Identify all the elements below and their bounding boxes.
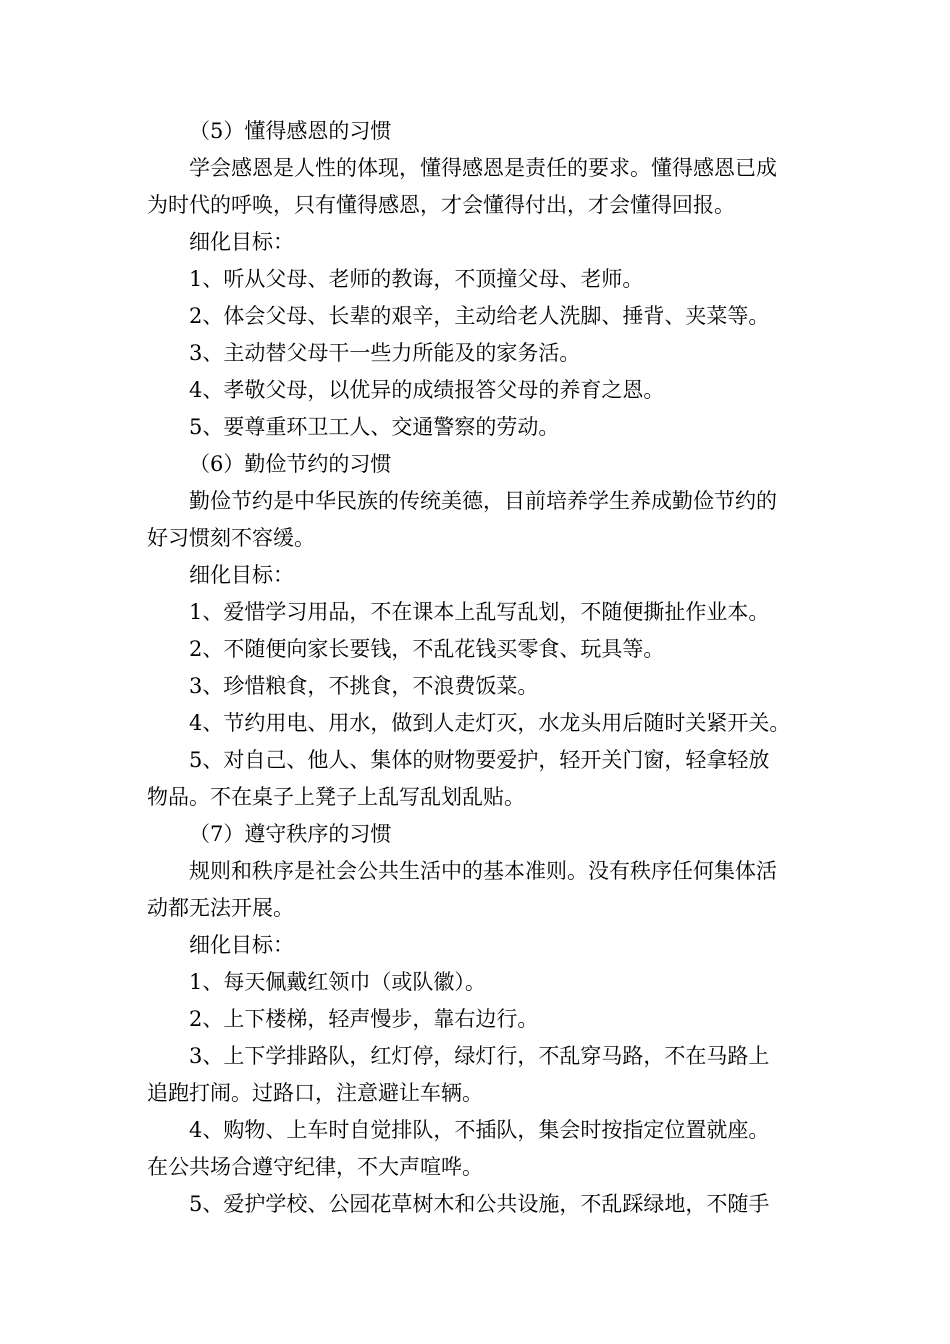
paragraph-line: 好习惯刻不容缓。	[147, 526, 315, 550]
goal-item: 4、节约用电、用水，做到人走灯灭，水龙头用后随时关紧开关。	[189, 711, 791, 735]
goal-item: 1、听从父母、老师的教诲，不顶撞父母、老师。	[189, 267, 644, 291]
goal-item: 1、每天佩戴红领巾（或队徽）。	[189, 970, 486, 994]
goal-item: 3、上下学排路队，红灯停，绿灯行，不乱穿马路，不在马路上	[189, 1044, 770, 1068]
goal-item: 2、体会父母、长辈的艰辛，主动给老人洗脚、捶背、夹菜等。	[189, 304, 770, 328]
goal-item: 3、主动替父母干一些力所能及的家务活。	[189, 341, 581, 365]
goal-item: 5、要尊重环卫工人、交通警察的劳动。	[189, 415, 560, 439]
goal-item: 5、爱护学校、公园花草树木和公共设施，不乱踩绿地，不随手	[189, 1192, 770, 1216]
goal-item: 4、购物、上车时自觉排队，不插队，集会时按指定位置就座。	[189, 1118, 770, 1142]
paragraph-line: 勤俭节约是中华民族的传统美德，目前培养学生养成勤俭节约的	[189, 489, 777, 513]
section-heading-order: （7）遵守秩序的习惯	[189, 822, 392, 846]
document-body	[147, 113, 809, 1223]
section-heading-thrift: （6）勤俭节约的习惯	[189, 452, 392, 476]
paragraph-line: 学会感恩是人性的体现，懂得感恩是责任的要求。懂得感恩已成	[189, 156, 777, 180]
goal-item-continuation: 在公共场合遵守纪律，不大声喧哗。	[147, 1155, 483, 1179]
goals-label: 细化目标：	[189, 230, 294, 254]
goals-label: 细化目标：	[189, 563, 294, 587]
goal-item: 2、上下楼梯，轻声慢步，靠右边行。	[189, 1007, 539, 1031]
goal-item-continuation: 追跑打闹。过路口，注意避让车辆。	[147, 1081, 483, 1105]
goal-item-continuation: 物品。不在桌子上凳子上乱写乱划乱贴。	[147, 785, 525, 809]
goal-item: 4、孝敬父母，以优异的成绩报答父母的养育之恩。	[189, 378, 665, 402]
paragraph-line: 动都无法开展。	[147, 896, 294, 920]
paragraph-line: 为时代的呼唤，只有懂得感恩，才会懂得付出，才会懂得回报。	[147, 193, 735, 217]
goal-item: 1、爱惜学习用品，不在课本上乱写乱划，不随便撕扯作业本。	[189, 600, 770, 624]
goal-item: 5、对自己、他人、集体的财物要爱护，轻开关门窗，轻拿轻放	[189, 748, 770, 772]
paragraph-line: 规则和秩序是社会公共生活中的基本准则。没有秩序任何集体活	[189, 859, 777, 883]
goals-label: 细化目标：	[189, 933, 294, 957]
section-heading-gratitude: （5）懂得感恩的习惯	[189, 119, 392, 143]
goal-item: 3、珍惜粮食，不挑食，不浪费饭菜。	[189, 674, 539, 698]
goal-item: 2、不随便向家长要钱，不乱花钱买零食、玩具等。	[189, 637, 665, 661]
